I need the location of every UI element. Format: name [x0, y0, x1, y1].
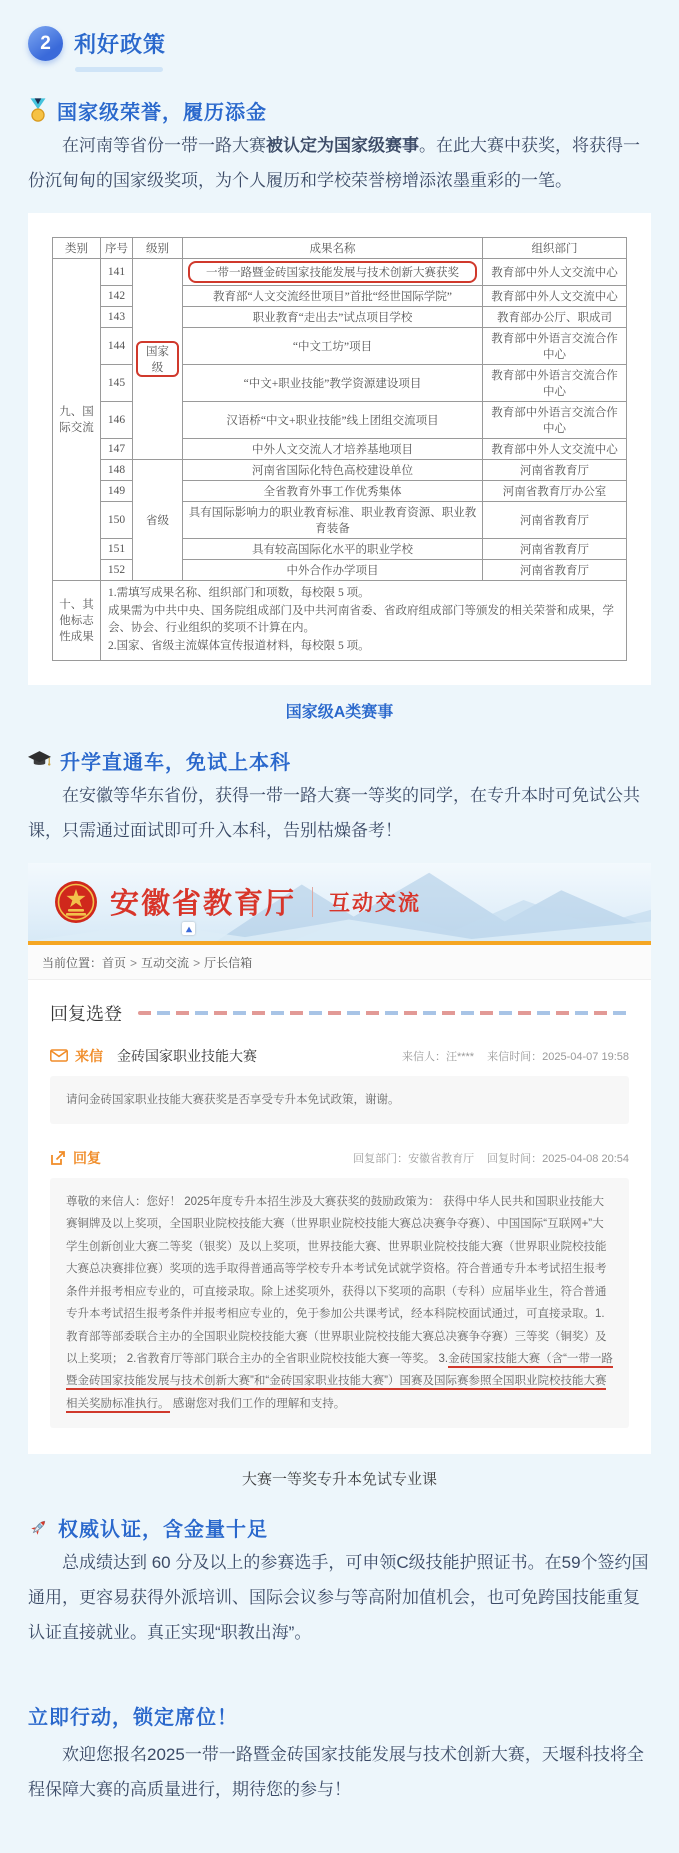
honor-heading: 国家级荣誉，履历添金 [57, 102, 267, 124]
reply-body-main: 尊敬的来信人：您好！ 2025年度专升本招生涉及大赛获奖的鼓励政策为： 获得中华人民共和国职业技能大赛铜牌及以上奖项，全国职业院校技能大赛（世界职业院校技能大赛总决赛争夺赛）、中国国际“互联网+”大学生创新创业大赛二等奖（银奖）及以上奖项，世界技能大赛、世界职业院校技能大赛（世界职业院校技能大赛总决赛排位赛）奖项的选手取得普通高等学校专升本考试免试就学资格。符合普通专升本考试招生报考条件并报考相应专业的，可直接录取。除上述奖项外，获得以下奖项的高职（专科）应届毕业生，符合普通专升本考试招生报考条件并报考相应专业的，免于参加公共课考试，经本科院校面试通过，可直接录取。1.教育部等部委联合主办的全国职业院校技能大赛（世界职业院校技能大赛总决赛争夺赛）三等奖（铜奖）及以上奖项； 2.省教育厅等部门联合主办的全省职业院校技能大赛一等奖。 3. [66, 1196, 607, 1365]
category-cell-other: 十、其他标志性成果 [53, 580, 101, 660]
seq-cell: 147 [101, 438, 133, 459]
national-emblem-icon [54, 878, 98, 926]
col-header-level: 级别 [133, 237, 183, 258]
gov-website-screenshot [28, 863, 651, 1455]
name-cell: 河南省国际化特色高校建设单位 [183, 459, 483, 480]
seq-cell: 152 [101, 559, 133, 580]
reply-row [50, 1148, 629, 1168]
note-line: 1.需填写成果名称、组织部门和项数，每校限 5 项。 [108, 586, 370, 599]
achievement-table [52, 237, 627, 661]
name-cell: 全省教育外事工作优秀集体 [183, 480, 483, 501]
section-header [28, 26, 651, 61]
name-cell [183, 258, 483, 285]
category-cell: 九、国际交流 [53, 258, 101, 580]
reply-label: 回复 [73, 1150, 101, 1167]
reply-dept-label: 回复部门： [353, 1153, 409, 1166]
seq-cell: 145 [101, 364, 133, 401]
table-row [53, 459, 627, 480]
section-title-underline [75, 67, 163, 72]
upgrade-heading-row [28, 746, 651, 775]
note-line: 2.国家、省级主流媒体宣传报道材料，每校限 5 项。 [108, 640, 370, 653]
reply-board-header [50, 1000, 629, 1026]
name-cell: 教育部“人文交流经世项目”首批“经世国际学院” [183, 285, 483, 306]
breadcrumb-prefix: 当前位置： [42, 955, 103, 970]
org-cell: 教育部中外语言交流合作中心 [483, 364, 627, 401]
table-row [53, 258, 627, 285]
reply-body-underlined: 金砖国家技能大赛（含“一带一路暨金砖国家技能发展与技术创新大赛”和“金砖国家职业技能大赛”）国赛及国际赛参照全国职业院校技能大赛相关奖励标准执行。 [66, 1353, 613, 1413]
org-cell: 教育部中外人文交流中心 [483, 438, 627, 459]
seq-cell: 141 [101, 258, 133, 285]
breadcrumb-interaction-link[interactable]: 互动交流 [141, 955, 190, 970]
competition-red-highlight: 一带一路暨金砖国家技能发展与技术创新大赛获奖 [188, 261, 477, 283]
seq-cell: 151 [101, 538, 133, 559]
breadcrumb-mailbox-link[interactable]: 厅长信箱 [204, 955, 253, 970]
seq-cell: 144 [101, 327, 133, 364]
org-cell: 教育部中外语言交流合作中心 [483, 327, 627, 364]
gov-header [28, 863, 651, 941]
honor-paragraph-bold: 被认定为国家级赛事 [266, 136, 419, 155]
name-cell: “中文工坊”项目 [183, 327, 483, 364]
sender-label: 来信人： [401, 1050, 446, 1063]
honor-paragraph-suffix: 。在此大赛中获奖，将获得一份沉甸甸的国家级奖项，为个人履历和学校荣誉榜增添浓墨重彩的一笔。 [28, 136, 640, 190]
cta-heading: 立即行动，锁定席位！ [28, 1706, 238, 1729]
broken-image-icon [182, 922, 195, 935]
letter-time-label: 来信时间： [487, 1050, 543, 1063]
reply-body [50, 1178, 629, 1428]
letter-body: 请问金砖国家职业技能大赛获奖是否享受专升本免试政策，谢谢。 [50, 1076, 629, 1124]
letter-label: 来信 [75, 1047, 103, 1064]
breadcrumb [28, 945, 651, 980]
letter-title: 金砖国家职业技能大赛 [117, 1047, 257, 1064]
reply-dept-value: 安徽省教育厅 [408, 1153, 475, 1166]
sender-value: 汪**** [445, 1050, 475, 1063]
reply-body-tail: 感谢您对我们工作的理解和支持。 [169, 1397, 346, 1410]
certification-heading: 权威认证，含金量十足 [58, 1519, 268, 1542]
reply-board-title: 回复选登 [50, 1003, 122, 1024]
breadcrumb-separator: > [193, 955, 201, 970]
envelope-icon [50, 1049, 68, 1062]
gov-content [28, 980, 651, 1455]
name-cell: 中外人文交流人才培养基地项目 [183, 438, 483, 459]
org-cell: 河南省教育厅 [483, 538, 627, 559]
org-cell: 教育部办公厅、职成司 [483, 306, 627, 327]
org-cell: 教育部中外人文交流中心 [483, 258, 627, 285]
seq-cell: 149 [101, 480, 133, 501]
reply-meta [353, 1150, 629, 1166]
honor-paragraph-prefix: 在河南等省份一带一路大赛 [62, 136, 266, 155]
col-header-org: 组织部门 [483, 237, 627, 258]
gov-org-name [110, 881, 296, 922]
name-cell: “中文+职业技能”教学资源建设项目 [183, 364, 483, 401]
org-cell: 河南省教育厅 [483, 459, 627, 480]
name-cell: 具有国际影响力的职业教育标准、职业教育资源、职业教育装备 [183, 501, 483, 538]
col-header-seq: 序号 [101, 237, 133, 258]
honor-heading-row [28, 96, 651, 125]
certification-heading-row [28, 1513, 651, 1542]
name-cell: 职业教育“走出去”试点项目学校 [183, 306, 483, 327]
rocket-icon [28, 1517, 49, 1538]
seq-cell: 142 [101, 285, 133, 306]
name-cell: 汉语桥“中文+职业技能”线上团组交流项目 [183, 401, 483, 438]
org-cell: 河南省教育厅 [483, 559, 627, 580]
gov-screenshot-caption: 大赛一等奖专升本免试专业课 [241, 1471, 437, 1489]
honor-table-screenshot [28, 213, 651, 685]
col-header-name: 成果名称 [183, 237, 483, 258]
reply-time-label: 回复时间： [487, 1153, 543, 1166]
note-line: 成果需为中共中央、国务院组成部门及中共河南省委、省政府组成部门等颁发的相关荣誉和成果，学会、协会、行业组织的奖项不计算在内。 [108, 604, 614, 635]
letter-row [50, 1046, 629, 1066]
section-number-badge: 2 [28, 26, 63, 61]
section-title: 利好政策 [74, 32, 167, 57]
seq-cell: 148 [101, 459, 133, 480]
table-caption: 国家级A类赛事 [285, 703, 394, 721]
table-header-row [53, 237, 627, 258]
name-cell: 中外合作办学项目 [183, 559, 483, 580]
reply-time-value: 2025-04-08 20:54 [542, 1153, 629, 1166]
header-divider [312, 887, 313, 917]
medal-icon [28, 98, 48, 123]
seq-cell: 143 [101, 306, 133, 327]
org-cell: 河南省教育厅 [483, 501, 627, 538]
upgrade-paragraph: 在安徽等华东省份，获得一带一路大赛一等奖的同学，在专升本时可免试公共课，只需通过面试即可升入本科，告别枯燥备考！ [28, 785, 640, 840]
org-cell: 河南省教育厅办公室 [483, 480, 627, 501]
cta-paragraph: 欢迎您报名2025一带一路暨金砖国家技能发展与技术创新大赛，天堰科技将全程保障大赛的高质量进行，期待您的参与！ [28, 1744, 644, 1799]
breadcrumb-separator: > [130, 955, 138, 970]
seq-cell: 150 [101, 501, 133, 538]
org-cell: 教育部中外语言交流合作中心 [483, 401, 627, 438]
table-notes-row [53, 580, 627, 660]
certification-paragraph: 总成绩达到 60 分及以上的参赛选手，可申领C级技能护照证书。在59个签约国通用，更容易获得外派培训、国际会议参与等高附加值机会，也可免跨国技能重复认证直接就业。真正实现“职教出海”。 [28, 1553, 649, 1642]
letter-time-value: 2025-04-07 19:58 [542, 1050, 629, 1063]
reply-arrow-icon [50, 1150, 66, 1166]
gov-nav-label: 互动交流 [329, 891, 422, 915]
breadcrumb-home-link[interactable]: 首页 [102, 955, 127, 970]
org-cell: 教育部中外人文交流中心 [483, 285, 627, 306]
seq-cell: 146 [101, 401, 133, 438]
level-cell-national [133, 258, 183, 459]
letter-meta [402, 1048, 629, 1064]
decorative-dash-line [138, 1011, 629, 1015]
national-level-red-highlight: 国家级 [136, 341, 179, 377]
honor-paragraph [28, 129, 651, 199]
gov-brand [54, 878, 421, 926]
gov-org-name-text: 安徽省教育厅 [110, 888, 297, 921]
level-cell-provincial: 省级 [133, 459, 183, 580]
graduation-cap-icon [28, 751, 51, 769]
notes-cell [101, 580, 627, 660]
col-header-category: 类别 [53, 237, 101, 258]
name-cell: 具有较高国际化水平的职业学校 [183, 538, 483, 559]
upgrade-heading: 升学直通车，免试上本科 [60, 751, 291, 774]
